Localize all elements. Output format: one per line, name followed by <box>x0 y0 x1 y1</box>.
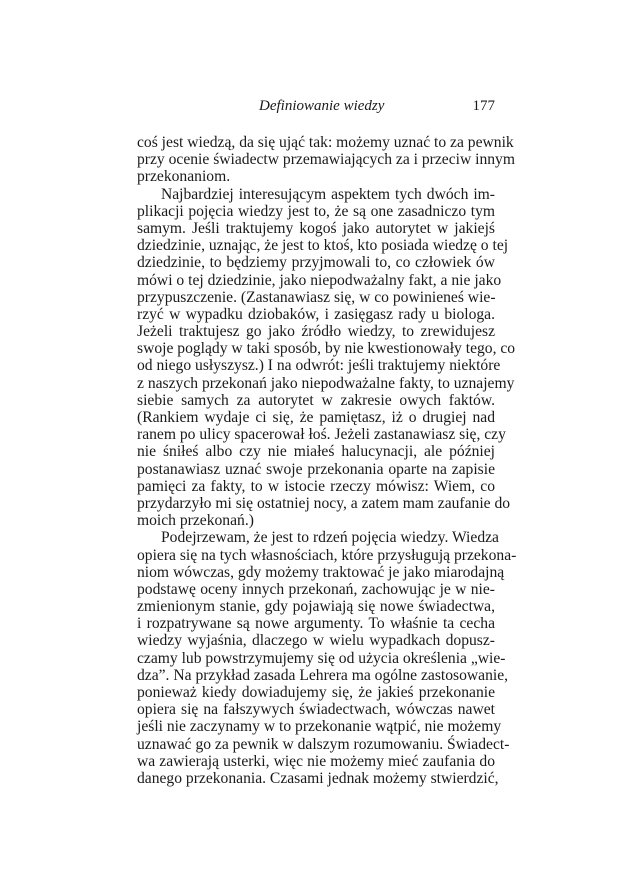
text-line: uznawać go za pewnik w dalszym rozumowaniu. Świadect- <box>137 735 510 753</box>
text-line: zmienionym stanie, gdy pojawiają się nowe świadectwa, <box>137 598 495 616</box>
text-line: wiedzy wyjaśnia, dlaczego w wielu wypadkach dopusz- <box>137 632 495 650</box>
text-line: dziedzinie, to będziemy przyjmowali to, co człowiek ów <box>137 254 495 272</box>
text-line: ponieważ kiedy dowiadujemy się, że jakieś przekonanie <box>137 684 495 701</box>
text-line: dziedzinie, uznając, że jest to ktoś, kto posiada wiedzę o tej <box>137 237 509 255</box>
text-line: moich przekonań.) <box>137 512 254 530</box>
text-line: dza”. Na przykład zasada Lehrera ma ogólne zastosowanie, <box>137 666 509 684</box>
text-line: postanawiasz uznać swoje przekonania oparte na zapisie <box>137 460 495 478</box>
text-line: pamięci za fakty, to w istocie rzeczy mówisz: Wiem, co <box>137 477 495 495</box>
text-line: podstawę oceny innych przekonań, zachowując je w nie- <box>137 580 495 598</box>
running-title: Definiowanie wiedzy <box>259 98 385 114</box>
text-line: samym. Jeśli traktujemy kogoś jako autorytet w jakiejś <box>137 219 495 237</box>
text-line: swoje poglądy w taki sposób, by nie kwestionowały tego, co <box>137 340 516 358</box>
text-line: coś jest wiedzą, da się ująć tak: możemy uznać to za pewnik <box>137 134 514 151</box>
text-line: i rozpatrywane są nowe argumenty. To właśnie ta cecha <box>137 615 495 633</box>
paragraph <box>137 529 517 787</box>
text-line: mówi o tej dziedzinie, jako niepodważalny fakt, a nie jako <box>137 271 502 289</box>
paragraph <box>137 134 515 186</box>
text-line: przekonaniom. <box>137 168 231 186</box>
paragraph <box>137 185 516 530</box>
text-line: przy ocenie świadectw przemawiających za i przeciw innym <box>137 151 515 169</box>
body-text <box>137 134 517 787</box>
text-line: (Rankiem wydaje ci się, że pamiętasz, iż o drugiej nad <box>137 409 495 426</box>
text-line: Jeżeli traktujesz go jako źródło wiedzy, to zrewidujesz <box>137 323 495 341</box>
text-line: opiera się na fałszywych świadectwach, wówczas nawet <box>137 701 495 719</box>
text-line: plikacji pojęcia wiedzy jest to, że są one zasadniczo tym <box>137 202 495 220</box>
text-line: danego przekonania. Czasami jednak możemy stwierdzić, <box>137 769 499 787</box>
text-line: opiera się na tych własnościach, które przysługują przekona- <box>137 546 517 564</box>
text-line: rzyć w wypadku dziobaków, i zasięgasz rady u biologa. <box>137 305 495 323</box>
text-line: z naszych przekonań jako niepodważalne fakty, to uznajemy <box>137 374 515 392</box>
text-line: nie śniłeś albo czy nie miałeś halucynacji, ale później <box>137 443 495 461</box>
text-line: Podejrzewam, że jest to rdzeń pojęcia wiedzy. Wiedza <box>161 529 499 547</box>
text-line: przydarzyło mi się ostatniej nocy, a zatem mam zaufanie do <box>137 494 511 512</box>
page-number: 177 <box>472 98 495 114</box>
text-line: siebie samych za autorytet w zakresie owych faktów. <box>137 391 495 409</box>
text-line: czamy lub powstrzymujemy się od użycia określenia „wie- <box>137 649 506 667</box>
text-line: Najbardziej interesującym aspektem tych dwóch im- <box>161 185 495 203</box>
text-line: ranem po ulicy spacerował łoś. Jeżeli zastanawiasz się, czy <box>137 426 506 444</box>
text-line: przypuszczenie. (Zastanawiasz się, w co powinieneś wie- <box>137 288 496 306</box>
running-header <box>137 98 495 116</box>
text-line: jeśli nie zaczynamy w to przekonanie wątpić, nie możemy <box>137 718 502 736</box>
text-line: wa zawierają usterki, więc nie możemy mieć zaufania do <box>137 752 495 770</box>
text-line: od niego usłyszysz.) I na odwrót: jeśli traktujemy niektóre <box>137 357 501 375</box>
text-line: niom wówczas, gdy możemy traktować je jako miarodajną <box>137 563 505 581</box>
